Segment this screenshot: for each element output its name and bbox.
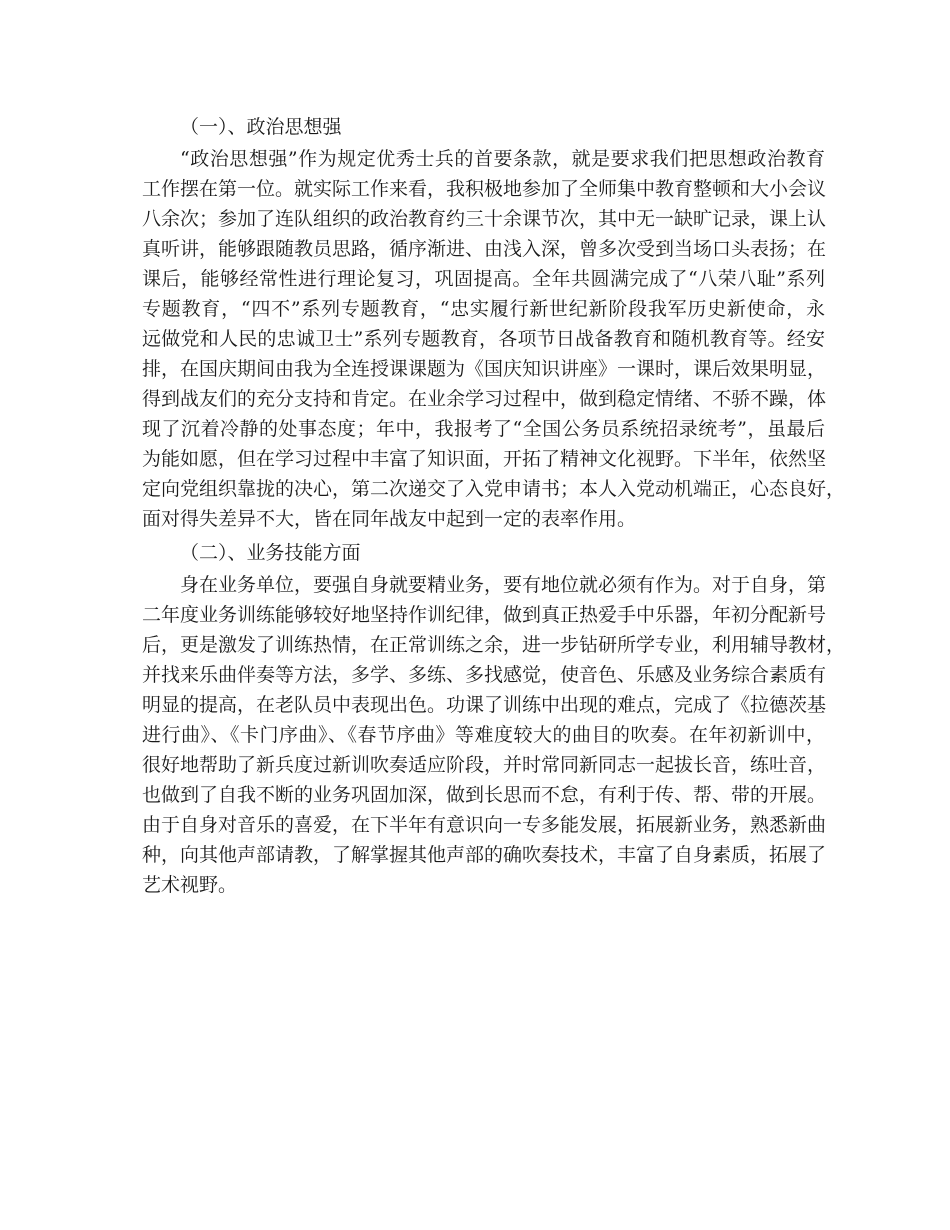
- text-line: 工作摆在第一位。就实际工作来看，我积极地参加了全师集中教育整顿和大小会议: [142, 178, 827, 200]
- text-line: 很好地帮助了新兵度过新训吹奏适应阶段，并时常同新同志一起拔长音，练吐音，: [142, 754, 827, 776]
- text-line: “政治思想强”作为规定优秀士兵的首要条款，就是要求我们把思想政治教育: [180, 148, 825, 170]
- text-line: 专题教育，“四不”系列专题教育，“忠实履行新世纪新阶段我军历史新使命，永: [142, 298, 825, 320]
- paragraph-skills: [142, 570, 846, 900]
- text-line: 现了沉着冷静的处事态度；年中，我报考了“全国公务员系统招录统考”，虽最后: [142, 418, 825, 440]
- text-line: 种，向其他声部请教，了解掌握其他声部的确吹奏技术，丰富了自身素质，拓展了: [142, 844, 827, 866]
- document-page: [142, 111, 846, 900]
- paragraph-political: [142, 144, 846, 534]
- text-line: 也做到了自我不断的业务巩固加深，做到长思而不怠，有利于传、帮、带的开展。: [142, 784, 827, 806]
- text-line: 面对得失差异不大，皆在同年战友中起到一定的表率作用。: [142, 508, 637, 530]
- text-line: 后，更是激发了训练热情，在正常训练之余，进一步钻研所学专业，利用辅导教材，: [142, 634, 846, 656]
- text-line: 真听讲，能够跟随教员思路，循序渐进、由浅入深，曾多次受到当场口头表扬；在: [142, 238, 827, 260]
- text-line: 为能如愿，但在学习过程中丰富了知识面，开拓了精神文化视野。下半年，依然坚: [142, 448, 827, 470]
- text-line: 二年度业务训练能够较好地坚持作训纪律，做到真正热爱手中乐器，年初分配新号: [142, 604, 827, 626]
- text-line: 课后，能够经常性进行理论复习，巩固提高。全年共圆满完成了“八荣八耻”系列: [142, 268, 825, 290]
- section-heading-political: （一）、政治思想强: [180, 116, 342, 138]
- section-heading-skills: （二）、业务技能方面: [180, 542, 361, 564]
- text-line: 身在业务单位，要强自身就要精业务，要有地位就必须有作为。对于自身，第: [180, 574, 827, 596]
- text-line: 进行曲》、《卡门序曲》、《春节序曲》等难度较大的曲目的吹奏。在年初新训中，: [142, 724, 825, 746]
- text-line: 由于自身对音乐的喜爱，在下半年有意识向一专多能发展，拓展新业务，熟悉新曲: [142, 814, 827, 836]
- text-line: 明显的提高，在老队员中表现出色。功课了训练中出现的难点，完成了《拉德茨基: [142, 694, 827, 716]
- text-line: 排，在国庆期间由我为全连授课课题为《国庆知识讲座》一课时，课后效果明显，: [142, 358, 827, 380]
- text-line: 八余次；参加了连队组织的政治教育约三十余课节次，其中无一缺旷记录，课上认: [142, 208, 827, 230]
- text-line: 得到战友们的充分支持和肯定。在业余学习过程中，做到稳定情绪、不骄不躁，体: [142, 388, 827, 410]
- text-line: 艺术视野。: [142, 874, 238, 896]
- text-line: 定向党组织靠拢的决心，第二次递交了入党申请书；本人入党动机端正，心态良好，: [142, 478, 846, 500]
- text-line: 并找来乐曲伴奏等方法，多学、多练、多找感觉，使音色、乐感及业务综合素质有: [142, 664, 827, 686]
- text-line: 远做党和人民的忠诚卫士”系列专题教育，各项节日战备教育和随机教育等。经安: [142, 328, 825, 350]
